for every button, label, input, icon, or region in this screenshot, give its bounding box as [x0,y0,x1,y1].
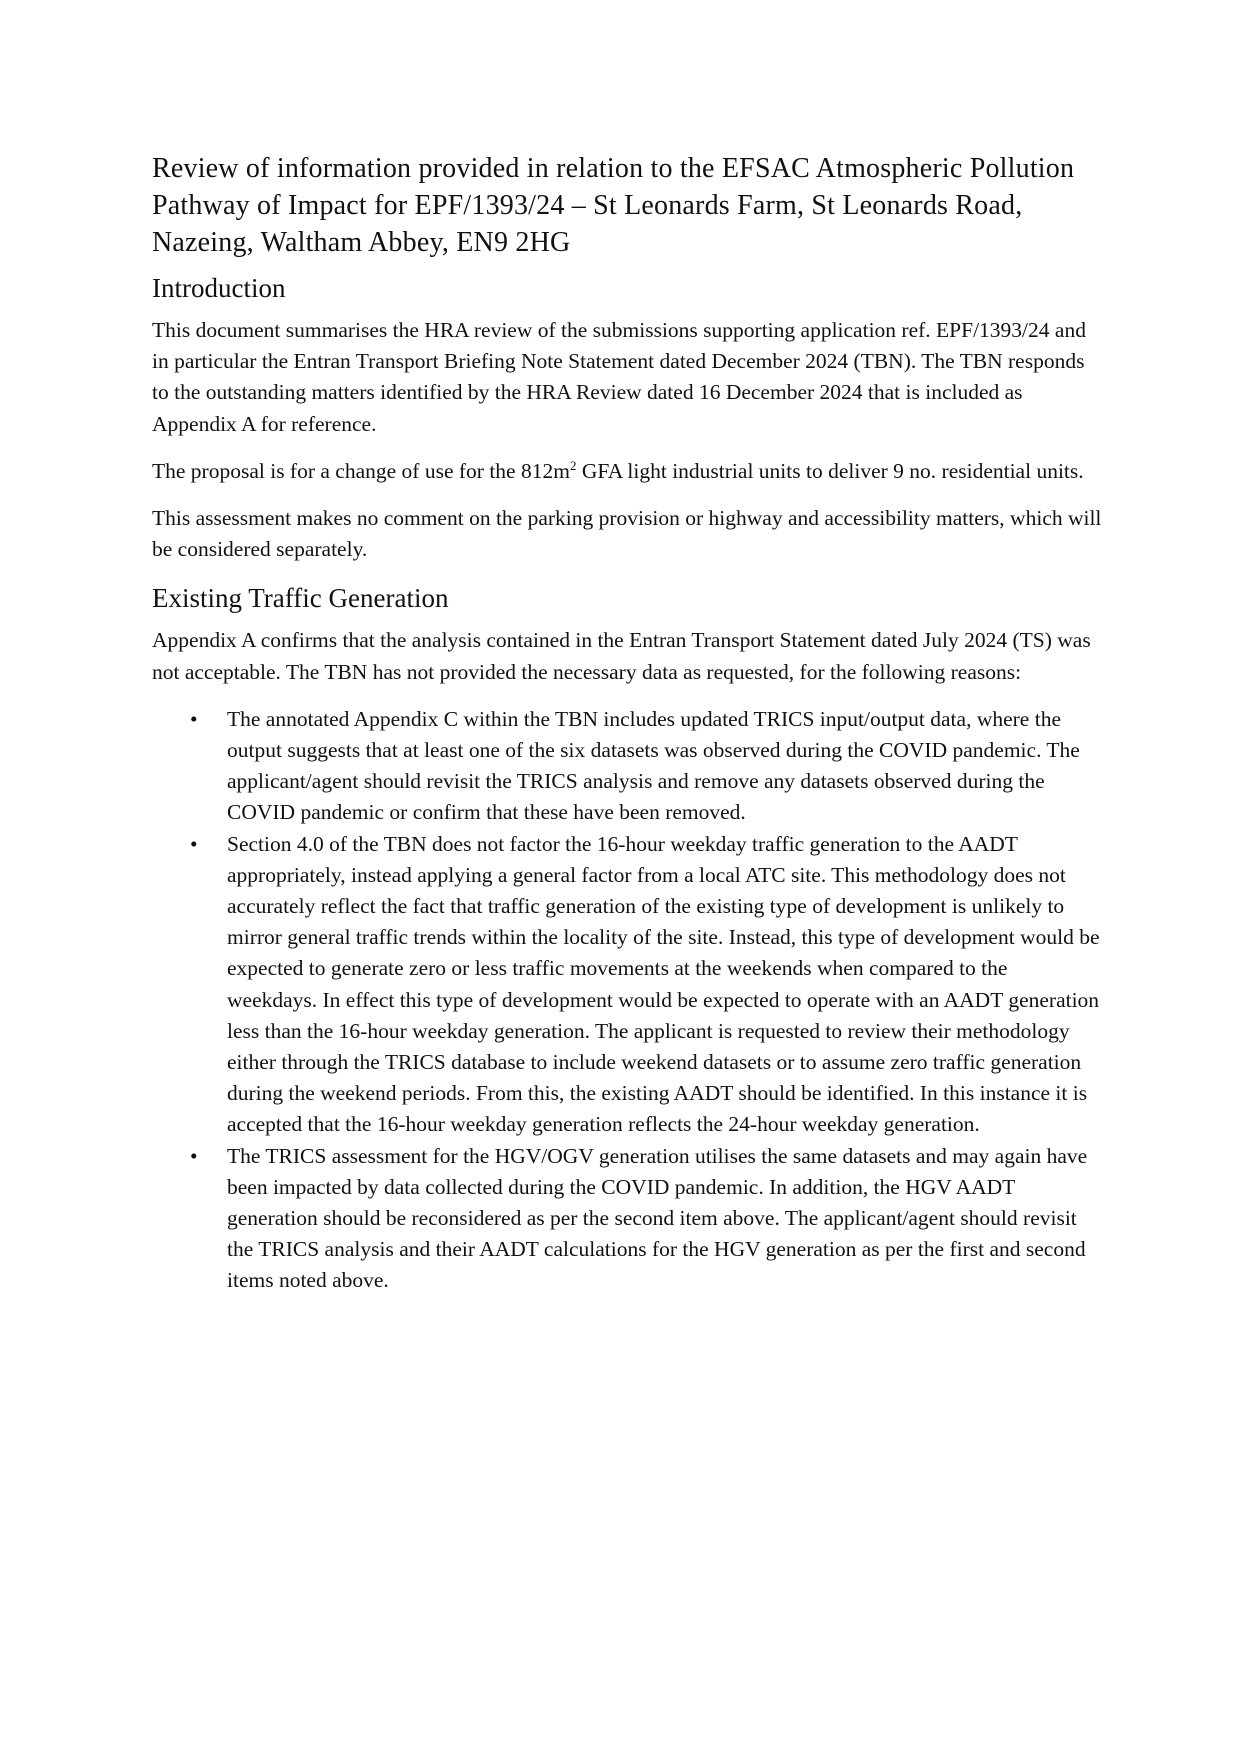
intro-paragraph-3: This assessment makes no comment on the parking provision or highway and accessibility matters, which will be considered separately. [152,506,1102,562]
document-title: Review of information provided in relation to the EFSAC Atmospheric Pollution Pathway of Impact for EPF/1393/24 – St Leonards Farm, St Leonards Road, Nazeing, Waltham Abbey, EN9 2HG [152,153,1075,258]
intro-p2-text-after: GFA light industrial units to deliver 9 no. residential units. [576,458,1084,483]
list-item [152,704,1102,829]
reasons-list [152,704,1102,1297]
intro-paragraph-1: This document summarises the HRA review of the submissions supporting application ref. EPF/1393/24 and in particular the Entran Transport Briefing Note Statement dated December 2024 (TBN). The TBN responds to the outstanding matters identified by the HRA Review dated 16 December 2024 that is included as Appendix A for reference. [152,318,1086,436]
list-item [152,1141,1102,1297]
intro-paragraph-2 [152,456,1102,487]
introduction-heading: Introduction [152,273,286,303]
bullet-icon: • [190,831,198,856]
bullet-icon: • [190,706,198,731]
superscript: 2 [569,457,577,473]
bullet-icon: • [190,1143,198,1168]
intro-p2-text: The proposal is for a change of use for the 812m [152,458,570,483]
existing-paragraph-1: Appendix A confirms that the analysis contained in the Entran Transport Statement dated July 2024 (TS) was not acceptable. The TBN has not provided the necessary data as requested, for the following reasons: [152,628,1091,684]
list-item-text: The annotated Appendix C within the TBN includes updated TRICS input/output data, where the output suggests that at least one of the six datasets was observed during the COVID pandemic. The applicant/agent should revisit the TRICS analysis and remove any datasets observed during the COVID pandemic or confirm that these have been removed. [227,706,1080,825]
list-item-text: Section 4.0 of the TBN does not factor the 16-hour weekday traffic generation to the AADT appropriately, instead applying a general factor from a local ATC site. This methodology does not accurately reflect the fact that traffic generation of the existing type of development is unlikely to mirror general traffic trends within the locality of the site. Instead, this type of development would be expected to generate zero or less traffic movements at the weekends when compared to the weekdays. In effect this type of development would be expected to operate with an AADT generation less than the 16-hour weekday generation. The applicant is requested to review their methodology either through the TRICS database to include weekend datasets or to assume zero traffic generation during the weekend periods. From this, the existing AADT should be identified. In this instance it is accepted that the 16-hour weekday generation reflects the 24-hour weekday generation. [227,831,1100,1137]
list-item-text: The TRICS assessment for the HGV/OGV generation utilises the same datasets and may again have been impacted by data collected during the COVID pandemic. In addition, the HGV AADT generation should be reconsidered as per the second item above. The applicant/agent should revisit the TRICS analysis and their AADT calculations for the HGV generation as per the first and second items noted above. [227,1143,1088,1293]
existing-traffic-heading: Existing Traffic Generation [152,583,449,614]
document-page [152,150,1102,1297]
list-item [152,829,1102,1141]
